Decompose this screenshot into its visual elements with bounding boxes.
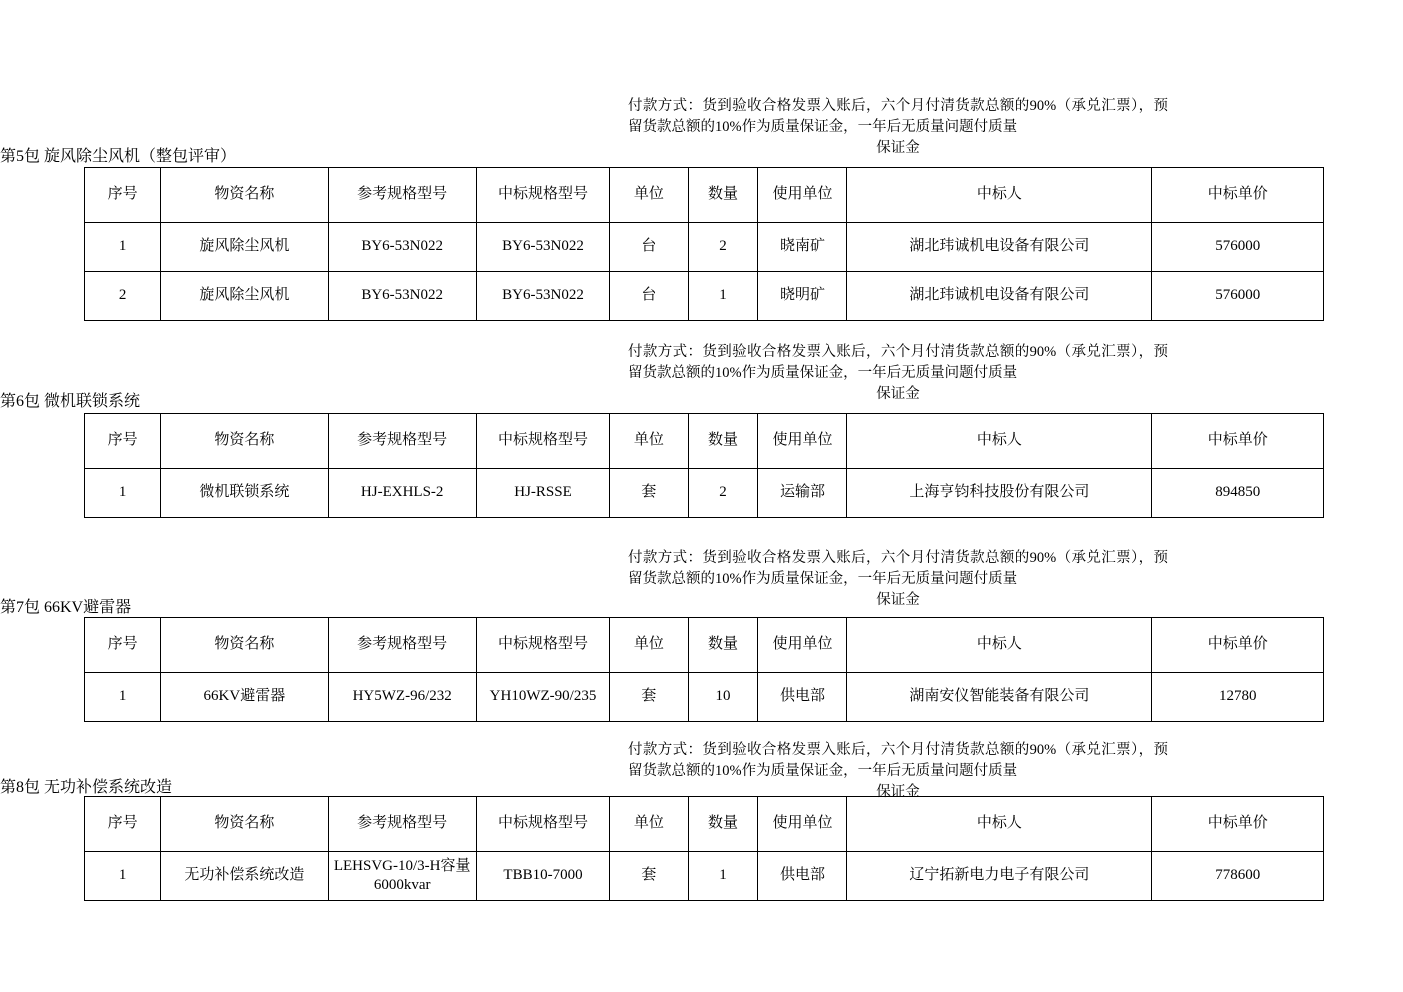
bid-table-5 <box>84 167 1324 321</box>
payment-note-last-line: 保证金 <box>876 784 920 801</box>
cell-ref-model: HJ-EXHLS-2 <box>328 469 476 518</box>
cell-price: 778600 <box>1152 852 1324 901</box>
col-header-qty: 数量 <box>688 414 758 469</box>
col-header-ref-model: 参考规格型号 <box>328 797 476 852</box>
package-title-7: 第7包 66KV避雷器 <box>0 599 132 616</box>
bid-table-section-7 <box>84 617 1324 722</box>
col-header-unit: 单位 <box>610 797 688 852</box>
cell-seq: 1 <box>85 223 161 272</box>
col-header-qty: 数量 <box>688 618 758 673</box>
bid-table-section-6 <box>84 413 1324 518</box>
cell-material: 微机联锁系统 <box>161 469 328 518</box>
cell-winner: 上海亨钧科技股份有限公司 <box>847 469 1152 518</box>
cell-seq: 2 <box>85 272 161 321</box>
cell-winner: 湖南安仪智能装备有限公司 <box>847 673 1152 722</box>
cell-material: 66KV避雷器 <box>161 673 328 722</box>
cell-win-model: TBB10-7000 <box>476 852 609 901</box>
cell-material: 旋风除尘风机 <box>161 223 328 272</box>
cell-qty: 10 <box>688 673 758 722</box>
payment-note-last-line: 保证金 <box>876 140 920 157</box>
col-header-win-model: 中标规格型号 <box>476 414 609 469</box>
col-header-seq: 序号 <box>85 414 161 469</box>
col-header-win-model: 中标规格型号 <box>476 618 609 673</box>
cell-price: 12780 <box>1152 673 1324 722</box>
payment-note-1 <box>628 96 1168 159</box>
payment-note-3 <box>628 548 1168 611</box>
col-header-seq: 序号 <box>85 797 161 852</box>
payment-note-text: 付款方式：货到验收合格发票入账后，六个月付清货款总额的90%（承兑汇票），预留货款总额的10%作为质量保证金，一年后无质量问题付质量 <box>628 98 1168 136</box>
table-row <box>85 272 1324 321</box>
cell-user-unit: 晓南矿 <box>758 223 847 272</box>
cell-price: 894850 <box>1152 469 1324 518</box>
cell-qty: 2 <box>688 223 758 272</box>
payment-note-text: 付款方式：货到验收合格发票入账后，六个月付清货款总额的90%（承兑汇票），预留货款总额的10%作为质量保证金，一年后无质量问题付质量 <box>628 344 1168 382</box>
cell-qty: 1 <box>688 852 758 901</box>
col-header-unit: 单位 <box>610 414 688 469</box>
cell-win-model: HJ-RSSE <box>476 469 609 518</box>
cell-unit: 套 <box>610 469 688 518</box>
cell-win-model: BY6-53N022 <box>476 223 609 272</box>
col-header-win-model: 中标规格型号 <box>476 168 609 223</box>
cell-winner: 湖北玮诚机电设备有限公司 <box>847 223 1152 272</box>
cell-ref-model: BY6-53N022 <box>328 223 476 272</box>
table-header-row <box>85 618 1324 673</box>
cell-unit: 台 <box>610 272 688 321</box>
col-header-qty: 数量 <box>688 797 758 852</box>
col-header-ref-model: 参考规格型号 <box>328 168 476 223</box>
col-header-user-unit: 使用单位 <box>758 414 847 469</box>
payment-note-text: 付款方式：货到验收合格发票入账后，六个月付清货款总额的90%（承兑汇票），预留货款总额的10%作为质量保证金，一年后无质量问题付质量 <box>628 550 1168 588</box>
cell-winner: 辽宁拓新电力电子有限公司 <box>847 852 1152 901</box>
payment-note-last-line: 保证金 <box>876 592 920 609</box>
cell-user-unit: 晓明矿 <box>758 272 847 321</box>
table-row <box>85 673 1324 722</box>
payment-note-4 <box>628 740 1168 803</box>
cell-seq: 1 <box>85 852 161 901</box>
table-header-row <box>85 414 1324 469</box>
cell-qty: 2 <box>688 469 758 518</box>
col-header-unit: 单位 <box>610 618 688 673</box>
col-header-material: 物资名称 <box>161 797 328 852</box>
bid-table-8 <box>84 796 1324 901</box>
col-header-material: 物资名称 <box>161 618 328 673</box>
cell-unit: 套 <box>610 852 688 901</box>
col-header-seq: 序号 <box>85 618 161 673</box>
col-header-winner: 中标人 <box>847 618 1152 673</box>
col-header-price: 中标单价 <box>1152 414 1324 469</box>
cell-unit: 台 <box>610 223 688 272</box>
col-header-ref-model: 参考规格型号 <box>328 414 476 469</box>
col-header-price: 中标单价 <box>1152 618 1324 673</box>
cell-material: 无功补偿系统改造 <box>161 852 328 901</box>
table-row <box>85 852 1324 901</box>
cell-ref-model: BY6-53N022 <box>328 272 476 321</box>
package-title-8: 第8包 无功补偿系统改造 <box>0 779 173 796</box>
col-header-user-unit: 使用单位 <box>758 797 847 852</box>
cell-price: 576000 <box>1152 223 1324 272</box>
package-title-6: 第6包 微机联锁系统 <box>0 393 141 410</box>
col-header-qty: 数量 <box>688 168 758 223</box>
col-header-user-unit: 使用单位 <box>758 618 847 673</box>
bid-table-7 <box>84 617 1324 722</box>
table-header-row <box>85 797 1324 852</box>
cell-seq: 1 <box>85 673 161 722</box>
col-header-user-unit: 使用单位 <box>758 168 847 223</box>
cell-ref-model: HY5WZ-96/232 <box>328 673 476 722</box>
cell-price: 576000 <box>1152 272 1324 321</box>
table-header-row <box>85 168 1324 223</box>
cell-winner: 湖北玮诚机电设备有限公司 <box>847 272 1152 321</box>
payment-note-text: 付款方式：货到验收合格发票入账后，六个月付清货款总额的90%（承兑汇票），预留货款总额的10%作为质量保证金，一年后无质量问题付质量 <box>628 742 1168 780</box>
cell-unit: 套 <box>610 673 688 722</box>
col-header-price: 中标单价 <box>1152 797 1324 852</box>
col-header-material: 物资名称 <box>161 168 328 223</box>
cell-user-unit: 供电部 <box>758 673 847 722</box>
cell-win-model: BY6-53N022 <box>476 272 609 321</box>
col-header-winner: 中标人 <box>847 414 1152 469</box>
bid-table-section-8 <box>84 796 1324 901</box>
cell-user-unit: 运输部 <box>758 469 847 518</box>
col-header-winner: 中标人 <box>847 797 1152 852</box>
table-row <box>85 469 1324 518</box>
col-header-win-model: 中标规格型号 <box>476 797 609 852</box>
col-header-ref-model: 参考规格型号 <box>328 618 476 673</box>
bid-table-section-5 <box>84 167 1324 321</box>
col-header-winner: 中标人 <box>847 168 1152 223</box>
col-header-seq: 序号 <box>85 168 161 223</box>
cell-seq: 1 <box>85 469 161 518</box>
payment-note-last-line: 保证金 <box>876 386 920 403</box>
cell-ref-model: LEHSVG-10/3-H容量6000kvar <box>328 852 476 901</box>
cell-user-unit: 供电部 <box>758 852 847 901</box>
payment-note-2 <box>628 342 1168 405</box>
package-title-5: 第5包 旋风除尘风机（整包评审） <box>0 148 237 165</box>
cell-qty: 1 <box>688 272 758 321</box>
cell-win-model: YH10WZ-90/235 <box>476 673 609 722</box>
bid-table-6 <box>84 413 1324 518</box>
cell-material: 旋风除尘风机 <box>161 272 328 321</box>
table-row <box>85 223 1324 272</box>
col-header-price: 中标单价 <box>1152 168 1324 223</box>
col-header-unit: 单位 <box>610 168 688 223</box>
col-header-material: 物资名称 <box>161 414 328 469</box>
